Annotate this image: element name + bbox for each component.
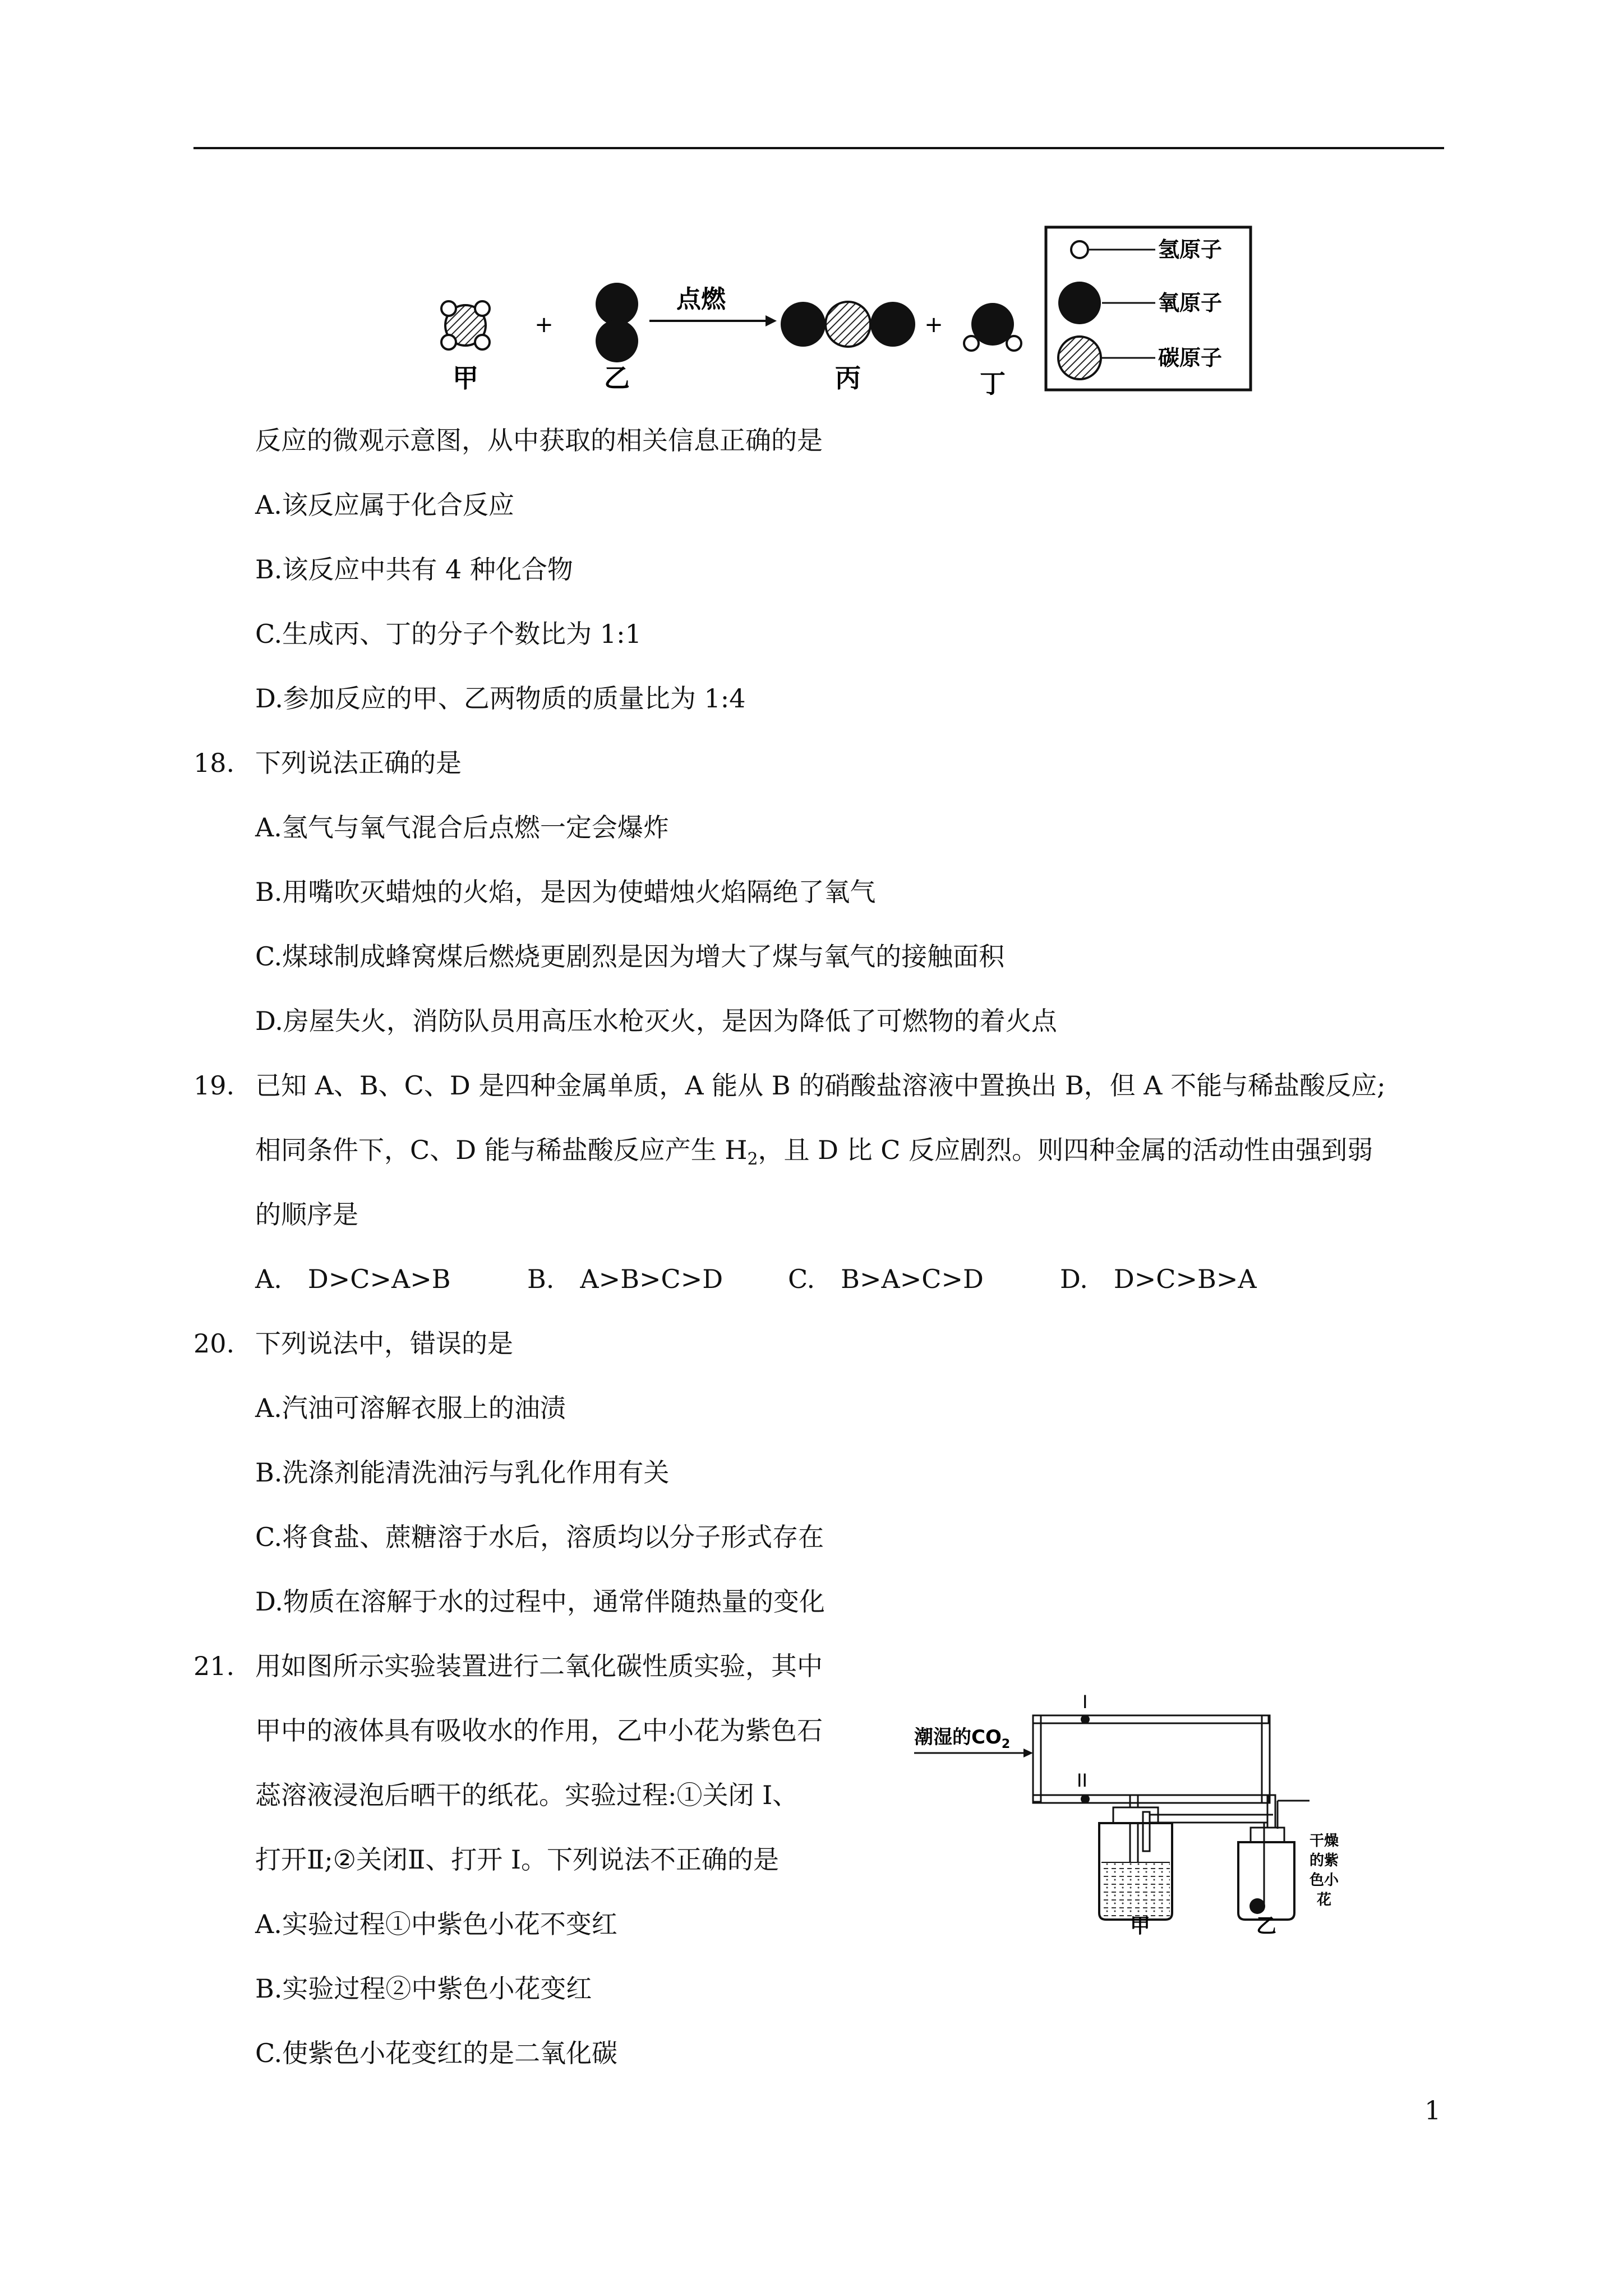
valve-i [1081,1715,1090,1724]
q17-option-a: A.该反应属于化合反应 [255,490,514,520]
q19-option-a: A. D>C>A>B [255,1264,451,1294]
q17-option-b: B.该反应中共有 4 种化合物 [255,554,573,585]
flower-label-1: 干燥 [1310,1833,1339,1849]
q20-number: 20. [193,1328,235,1359]
q21-stem-line1: 用如图所示实验装置进行二氧化碳性质实验，其中 [255,1651,823,1681]
q21-number: 21. [193,1651,235,1681]
q21-stem-line4: 打开Ⅱ;②关闭Ⅱ、打开 I。下列说法不正确的是 [255,1844,780,1875]
page-number: 1 [1424,2095,1441,2125]
label-ding: 丁 [980,369,1006,399]
q18-option-b: B.用嘴吹灭蜡烛的火焰，是因为使蜡烛火焰隔绝了氧气 [255,877,876,907]
flower-label-2: 的紫 [1310,1852,1339,1869]
q19-option-b: B. A>B>C>D [527,1264,723,1294]
q19-option-d: D. D>C>B>A [1060,1264,1257,1294]
q21-option-c: C.使紫色小花变红的是二氧化碳 [255,2038,618,2068]
apparatus-diagram [914,1677,1352,1935]
molecule-bing [781,302,915,347]
label-jia: 甲 [453,363,478,393]
q19-stem-line1: 已知 A、B、C、D 是四种金属单质，A 能从 B 的硝酸盐溶液中置换出 B，但 A 不能与稀盐酸反应; [255,1070,1386,1101]
molecule-ding [964,303,1021,351]
q18-stem: 下列说法正确的是 [255,748,462,778]
flower-label-3: 色小 [1310,1872,1339,1889]
q17-option-d: D.参加反应的甲、乙两物质的质量比为 1:4 [255,683,746,714]
q21-option-b: B.实验过程②中紫色小花变红 [255,1973,592,2004]
valve-i-label: I [1082,1691,1088,1713]
q19-stem-line2: 相同条件下，C、D 能与稀盐酸反应产生 $H_2$，且 D 比 C 反应剧烈。则四种金属的活动性由强到弱 [255,1135,1373,1170]
inlet-label: 潮湿的$CO_2$ [914,1726,1011,1751]
plus-sign: + [924,312,943,338]
valve-ii-label: II [1077,1770,1087,1791]
flower-label-4: 花 [1317,1892,1332,1908]
q18-number: 18. [193,748,235,778]
bottle-jia [1099,1807,1273,1920]
q21-stem-line3: 蕊溶液浸泡后晒干的纸花。实验过程:①关闭 I、 [255,1780,799,1810]
arrow-label: 点燃 [676,285,726,314]
flower-icon [1249,1898,1265,1914]
legend-carbon: 碳原子 [1158,346,1223,370]
q20-stem: 下列说法中，错误的是 [255,1328,513,1359]
legend-oxygen: 氧原子 [1158,291,1223,315]
q17-stem: 反应的微观示意图，从中获取的相关信息正确的是 [255,425,823,455]
bottle-label-jia: 甲 [1130,1915,1151,1935]
q19-number: 19. [193,1070,235,1101]
label-yi: 乙 [604,363,630,393]
q20-option-c: C.将食盐、蔗糖溶于水后，溶质均以分子形式存在 [255,1522,824,1552]
q20-option-d: D.物质在溶解于水的过程中，通常伴随热量的变化 [255,1586,825,1617]
header-rule [193,147,1444,149]
bottle-yi [1238,1801,1310,1920]
q18-option-c: C.煤球制成蜂窝煤后燃烧更剧烈是因为增大了煤与氧气的接触面积 [255,941,1005,972]
q21-option-a: A.实验过程①中紫色小花不变红 [255,1909,617,1939]
q20-option-b: B.洗涤剂能清洗油污与乳化作用有关 [255,1457,670,1488]
molecule-yi [596,283,638,362]
q21-stem-line2: 甲中的液体具有吸收水的作用，乙中小花为紫色石 [255,1715,823,1746]
plus-sign: + [534,312,554,338]
q19-option-c: C. B>A>C>D [788,1264,984,1294]
q20-option-a: A.汽油可溶解衣服上的油渍 [255,1393,566,1423]
legend-box [1046,227,1251,390]
q17-option-c: C.生成丙、丁的分子个数比为 1:1 [255,619,642,649]
legend-hydrogen: 氢原子 [1158,237,1223,262]
q18-option-a: A.氢气与氧气混合后点燃一定会爆炸 [255,812,669,843]
bottle-label-yi: 乙 [1256,1915,1277,1935]
valve-ii [1081,1795,1090,1803]
q19-stem-line3: 的顺序是 [255,1199,358,1230]
reaction-arrow [649,285,777,326]
q18-option-d: D.房屋失火，消防队员用高压水枪灭火，是因为降低了可燃物的着火点 [255,1006,1057,1036]
label-bing: 丙 [835,363,861,393]
molecule-jia [441,301,490,349]
reaction-diagram [426,224,1256,404]
